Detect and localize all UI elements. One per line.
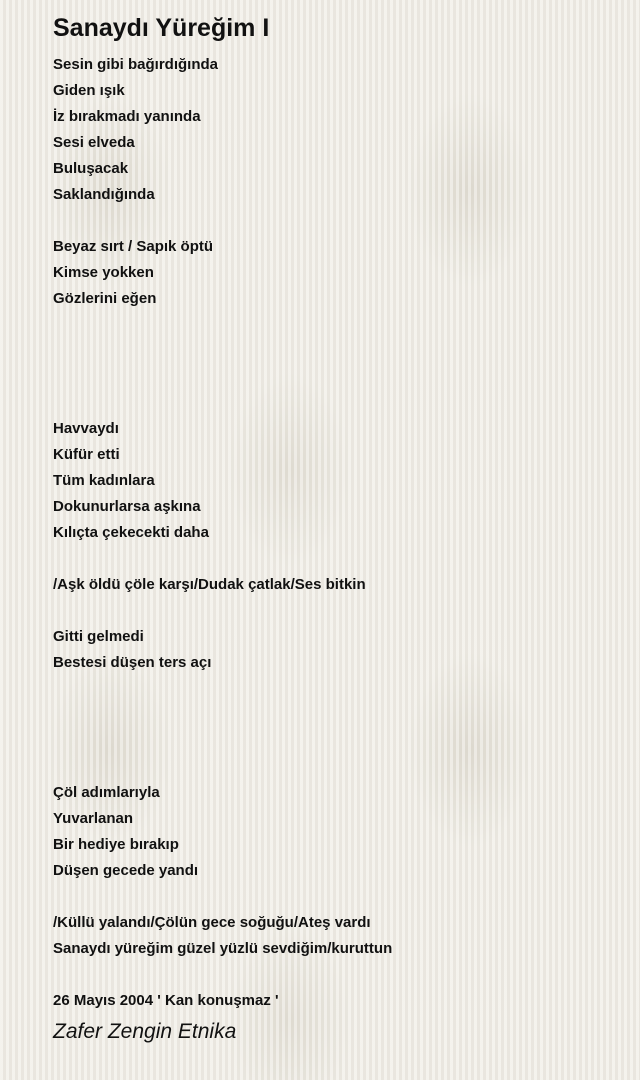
poem-line: Gitti gelmedi — [53, 628, 144, 645]
poem-author: Zafer Zengin Etnika — [53, 1020, 237, 1043]
poem-line: Gözlerini eğen — [53, 290, 157, 307]
poem-line: Buluşacak — [53, 160, 129, 177]
poem-line: Küfür etti — [53, 446, 120, 463]
stanza-gap — [53, 598, 392, 624]
poem-line: Bestesi düşen ters açı — [53, 654, 212, 671]
stanza-gap — [53, 338, 392, 364]
poem-line: /Küllü yalandı/Çölün gece soğuğu/Ateş vardı — [53, 914, 371, 931]
stanza-gap — [53, 546, 392, 572]
poem-line: Saklandığında — [53, 186, 155, 203]
poem-line: Beyaz sırt / Sapık öptü — [53, 238, 214, 255]
poem-title: Sanaydı Yüreğim I — [53, 14, 270, 42]
stanza-gap — [53, 676, 392, 702]
poem-line: Çöl adımlarıyla — [53, 784, 160, 801]
stanza-gap — [53, 884, 392, 910]
poem-line: İz bırakmadı yanında — [53, 108, 201, 125]
stanza-gap — [53, 962, 392, 988]
stanza-gap — [53, 208, 392, 234]
stanza-gap — [53, 754, 392, 780]
poem-line: Kılıçta çekecekti daha — [53, 524, 209, 541]
poem-line: Sesin gibi bağırdığında — [53, 56, 219, 73]
poem-line: 26 Mayıs 2004 ' Kan konuşmaz ' — [53, 992, 279, 1009]
poem-line: Dokunurlarsa aşkına — [53, 498, 201, 515]
poem-line: Sanaydı yüreğim güzel yüzlü sevdiğim/kuruttun — [53, 940, 393, 957]
poem-line: Giden ışık — [53, 82, 125, 99]
poem-line: Tüm kadınlara — [53, 472, 155, 489]
stanza-gap — [53, 728, 392, 754]
stanza-gap — [53, 312, 392, 338]
poem-line: Düşen gecede yandı — [53, 862, 199, 879]
stanza-gap — [53, 702, 392, 728]
stanza-gap — [53, 364, 392, 390]
stanza-gap — [53, 390, 392, 416]
poem-line: Bir hediye bırakıp — [53, 836, 179, 853]
poem-line: Yuvarlanan — [53, 810, 134, 827]
poem-line: Kimse yokken — [53, 264, 154, 281]
poem-line: Havvaydı — [53, 420, 119, 437]
poem-body — [53, 52, 392, 1014]
poem-line: Sesi elveda — [53, 134, 135, 151]
poem-line: /Aşk öldü çöle karşı/Dudak çatlak/Ses bitkin — [53, 576, 366, 593]
